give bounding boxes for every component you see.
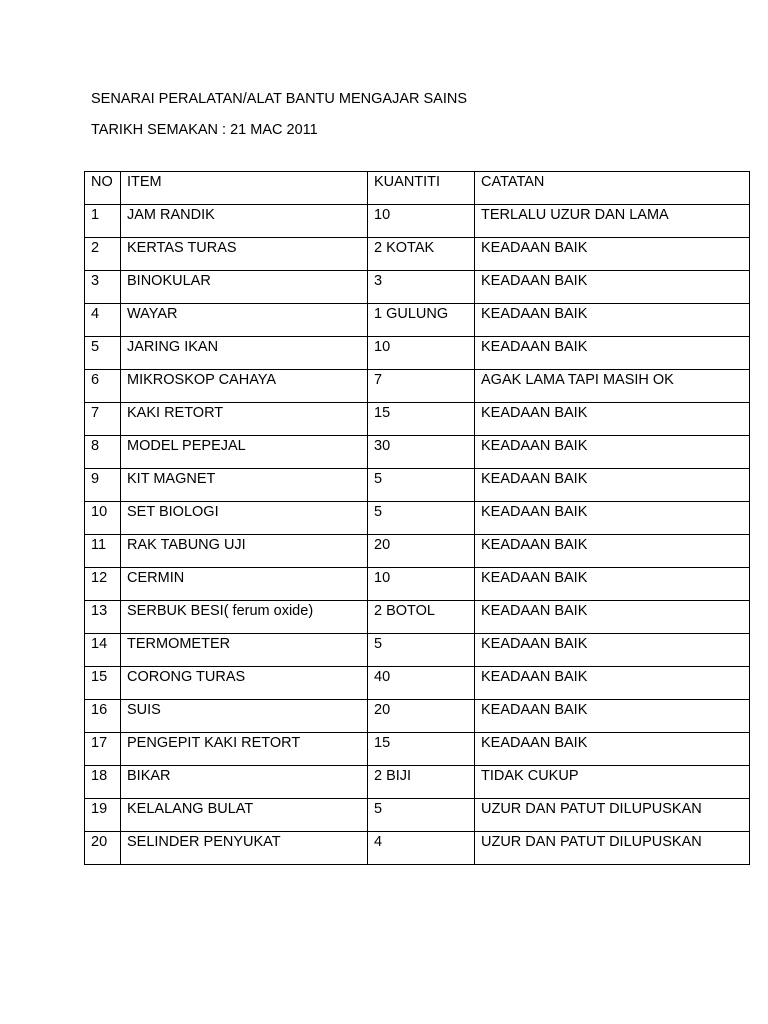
table-row — [85, 535, 750, 568]
cell-notes: KEADAAN BAIK — [475, 700, 750, 733]
cell-quantity: 15 — [368, 733, 475, 766]
table-row — [85, 601, 750, 634]
cell-quantity: 20 — [368, 700, 475, 733]
cell-notes: KEADAAN BAIK — [475, 502, 750, 535]
equipment-table — [84, 171, 750, 865]
table-row — [85, 832, 750, 865]
cell-no: 8 — [85, 436, 121, 469]
column-header-quantity: KUANTITI — [368, 172, 475, 205]
table-row — [85, 568, 750, 601]
table-row — [85, 469, 750, 502]
cell-item: KELALANG BULAT — [121, 799, 368, 832]
cell-item: SERBUK BESI( ferum oxide) — [121, 601, 368, 634]
cell-item: JARING IKAN — [121, 337, 368, 370]
cell-notes: KEADAAN BAIK — [475, 469, 750, 502]
table-row — [85, 634, 750, 667]
table-row — [85, 700, 750, 733]
cell-quantity: 10 — [368, 337, 475, 370]
cell-notes: KEADAAN BAIK — [475, 436, 750, 469]
cell-quantity: 2 BIJI — [368, 766, 475, 799]
cell-notes: KEADAAN BAIK — [475, 304, 750, 337]
cell-notes: KEADAAN BAIK — [475, 403, 750, 436]
cell-quantity: 1 GULUNG — [368, 304, 475, 337]
cell-quantity: 5 — [368, 634, 475, 667]
cell-no: 2 — [85, 238, 121, 271]
cell-item: SUIS — [121, 700, 368, 733]
cell-quantity: 3 — [368, 271, 475, 304]
table-row — [85, 403, 750, 436]
cell-no: 10 — [85, 502, 121, 535]
cell-quantity: 2 BOTOL — [368, 601, 475, 634]
cell-quantity: 40 — [368, 667, 475, 700]
table-row — [85, 667, 750, 700]
cell-no: 16 — [85, 700, 121, 733]
cell-notes: AGAK LAMA TAPI MASIH OK — [475, 370, 750, 403]
cell-no: 11 — [85, 535, 121, 568]
table-row — [85, 370, 750, 403]
cell-item: CORONG TURAS — [121, 667, 368, 700]
cell-item: MIKROSKOP CAHAYA — [121, 370, 368, 403]
cell-notes: TIDAK CUKUP — [475, 766, 750, 799]
cell-quantity: 10 — [368, 205, 475, 238]
cell-item: CERMIN — [121, 568, 368, 601]
cell-quantity: 5 — [368, 502, 475, 535]
cell-notes: KEADAAN BAIK — [475, 733, 750, 766]
cell-notes: KEADAAN BAIK — [475, 634, 750, 667]
cell-notes: KEADAAN BAIK — [475, 568, 750, 601]
table-row — [85, 436, 750, 469]
table-row — [85, 733, 750, 766]
cell-no: 5 — [85, 337, 121, 370]
cell-item: KIT MAGNET — [121, 469, 368, 502]
table-row — [85, 304, 750, 337]
cell-item: MODEL PEPEJAL — [121, 436, 368, 469]
cell-notes: KEADAAN BAIK — [475, 601, 750, 634]
cell-item: WAYAR — [121, 304, 368, 337]
cell-notes: KEADAAN BAIK — [475, 271, 750, 304]
cell-quantity: 10 — [368, 568, 475, 601]
cell-notes: KEADAAN BAIK — [475, 238, 750, 271]
cell-no: 4 — [85, 304, 121, 337]
cell-item: SELINDER PENYUKAT — [121, 832, 368, 865]
cell-quantity: 5 — [368, 469, 475, 502]
cell-no: 13 — [85, 601, 121, 634]
cell-no: 19 — [85, 799, 121, 832]
column-header-item: ITEM — [121, 172, 368, 205]
cell-notes: KEADAAN BAIK — [475, 667, 750, 700]
cell-no: 7 — [85, 403, 121, 436]
cell-quantity: 20 — [368, 535, 475, 568]
table-row — [85, 337, 750, 370]
document-title: SENARAI PERALATAN/ALAT BANTU MENGAJAR SAINS — [91, 91, 468, 107]
cell-item: SET BIOLOGI — [121, 502, 368, 535]
table-row — [85, 205, 750, 238]
cell-notes: TERLALU UZUR DAN LAMA — [475, 205, 750, 238]
cell-no: 9 — [85, 469, 121, 502]
cell-item: JAM RANDIK — [121, 205, 368, 238]
column-header-notes: CATATAN — [475, 172, 750, 205]
table-row — [85, 502, 750, 535]
cell-no: 1 — [85, 205, 121, 238]
cell-no: 6 — [85, 370, 121, 403]
cell-item: PENGEPIT KAKI RETORT — [121, 733, 368, 766]
cell-notes: UZUR DAN PATUT DILUPUSKAN — [475, 799, 750, 832]
cell-quantity: 7 — [368, 370, 475, 403]
table-row — [85, 799, 750, 832]
cell-notes: KEADAAN BAIK — [475, 337, 750, 370]
cell-notes: KEADAAN BAIK — [475, 535, 750, 568]
cell-quantity: 30 — [368, 436, 475, 469]
cell-no: 18 — [85, 766, 121, 799]
cell-item: RAK TABUNG UJI — [121, 535, 368, 568]
cell-item: BINOKULAR — [121, 271, 368, 304]
cell-no: 14 — [85, 634, 121, 667]
cell-quantity: 15 — [368, 403, 475, 436]
review-date: TARIKH SEMAKAN : 21 MAC 2011 — [91, 122, 318, 138]
table-header-row — [85, 172, 750, 205]
cell-no: 3 — [85, 271, 121, 304]
cell-quantity: 4 — [368, 832, 475, 865]
cell-quantity: 2 KOTAK — [368, 238, 475, 271]
column-header-no: NO — [85, 172, 121, 205]
table-row — [85, 238, 750, 271]
cell-quantity: 5 — [368, 799, 475, 832]
cell-item: KAKI RETORT — [121, 403, 368, 436]
cell-no: 15 — [85, 667, 121, 700]
cell-notes: UZUR DAN PATUT DILUPUSKAN — [475, 832, 750, 865]
cell-item: BIKAR — [121, 766, 368, 799]
table-row — [85, 271, 750, 304]
cell-item: KERTAS TURAS — [121, 238, 368, 271]
table-body — [85, 205, 750, 865]
cell-no: 12 — [85, 568, 121, 601]
cell-no: 20 — [85, 832, 121, 865]
table-row — [85, 766, 750, 799]
cell-no: 17 — [85, 733, 121, 766]
cell-item: TERMOMETER — [121, 634, 368, 667]
